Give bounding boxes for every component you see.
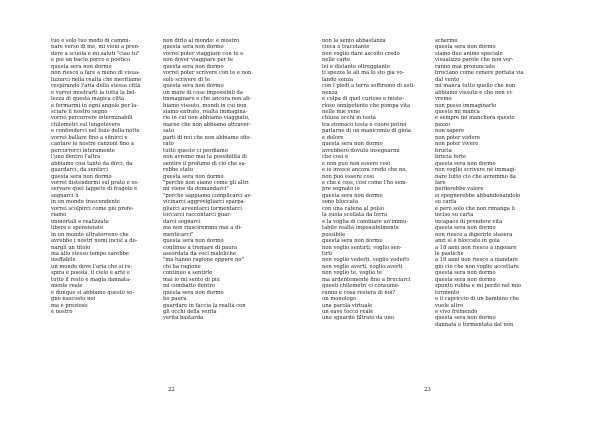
text-line: a 18 anni non riesco a mandare [435,257,519,264]
text-line: perderebbe valore [435,186,484,193]
text-line: non voglio te, voglio te [322,270,382,277]
text-line: questa sera non dormo [163,238,224,245]
text-line: guardare in faccia la realtà con [163,302,246,309]
text-line: avrebbe i nostri nomi incisi a do- [51,238,138,245]
text-line: non voglio sentirti, voglio sen- [322,244,402,251]
text-line: sentire il profumo di ciò che sa- [163,160,247,167]
text-line: su carta [435,199,457,206]
text-line: questa sera non dormo [322,141,383,148]
text-line: brucia forte [435,154,467,161]
text-line: e fermarmi in ogni angolo per la- [51,102,138,109]
text-line: rioso onnipotente che pompa vita [322,102,411,109]
text-line: lezza di questa magica città [51,96,125,103]
text-line: servare quel tappeto di fragole e [51,186,138,193]
text-line: ma ardentemente fino a bruciarci [322,276,411,283]
text-line: una parola virtuale [322,302,373,309]
text-line: parti di noi che non abbiamo sfio- [163,134,252,141]
text-line: gno nascosto noi [51,296,96,303]
text-line: pezzo [435,121,450,128]
text-line: gli occhi della verità [163,309,217,316]
text-line: spira è poesia, il cielo è arte e [51,270,131,277]
text-line: è però solo che non rimanga lì [435,205,515,212]
text-line: continuo a sentirle [163,270,213,277]
text-line: un monologo [322,296,357,303]
text-line: vremo [435,96,452,103]
text-line: parlarne di un manicomio di gioia [322,128,412,135]
text-line: bruciano come cenere portata via [435,70,524,77]
text-line: vorrei percorrere interminabili [51,115,133,122]
text-line: tutto il resto è magia dannata- [51,276,131,283]
text-line: questa sera non dormo [435,160,496,167]
text-line: dannata e tormentata dal non [435,321,514,328]
text-line: respirando l'aria della stessa città [51,83,141,90]
text-line: continuo a tremare di paura [163,244,238,251]
text-line: non dirlo al mondo: è mostro [163,38,240,44]
text-line: maree che non abbiamo attraver- [163,121,251,128]
text-line: con una catena al polso [322,205,384,212]
text-line: guardarci, da sentirci [51,167,108,174]
text-line: a 18 anni non riesco a ingoiare [435,244,517,251]
text-line: questo mi manca [435,108,480,115]
text-line: non poter vivere [435,141,479,148]
page-number-right: 23 [424,387,431,393]
text-line: lei è distante oltreggiante [322,63,391,70]
text-line: dal vento [435,76,460,83]
text-line: gliarci avventarci tormentarci [163,205,242,212]
text-column-left-1 [51,38,169,315]
text-line: non sapere [435,128,465,135]
text-line: avrebbero dovuto insegnarmi [322,147,400,154]
text-line: non voglio vederti, voglio vederti [322,257,409,264]
text-line: chilometri sul lungotevere [51,121,121,128]
text-line: nelle carte [322,57,351,64]
text-line: toccarci raccontarci guar- [163,212,232,219]
text-line: questa sera non dormo [435,270,496,277]
text-line: questa sera non dormo [163,289,224,296]
text-line: non poter vedere [435,134,481,141]
text-line: non voglio dare ascolto credo [322,50,400,57]
text-line: cieca o tracotante [322,44,370,51]
text-line: percorrerci interamente [51,147,115,154]
text-line: immaginare e che ancora non ab- [163,96,252,103]
text-line: con i piedi a terra soffiremo di asti- [322,83,415,90]
text-line: "ma hanno ragione oppure no" [163,257,244,264]
text-line: questa sera non dormo [51,173,112,180]
text-line: non voglio averti, voglio averti [322,263,403,270]
text-line: solo scrivere di te [163,76,210,83]
text-line: ranno mai pronunciate [435,63,496,70]
text-line: è nostro [51,309,73,316]
text-line: tormento [435,289,460,296]
text-line: e vorrei mostrarti la tutta la bel- [51,89,137,96]
text-line: nenza [322,89,338,96]
text-column-right-1 [322,38,440,322]
text-line: la suola scollata da terra [322,212,388,219]
text-line: fare [435,179,446,186]
text-line: brucia [435,147,452,154]
text-line: non la sento abbastanza [322,38,386,44]
text-line: vorrei poter scrivere con te e non [163,70,252,77]
text-line: questi chilometri ci consume- [322,283,400,290]
text-line: vorrei scolpirci come più prefe- [51,205,134,212]
text-line: ma allo stesso tempo sarebbe [51,250,129,257]
text-line: incapace di prendere vita [435,218,503,225]
text-line: vicinarci aggrovigliarci sparpa- [163,199,246,206]
text-line: tra stomaco testa e cuore potrei [322,121,407,128]
text-line: sciare il nostro segno [51,108,108,115]
text-line: anzi si è bloccato in gola [435,238,500,245]
text-line: ti spezza le ali ma io sto già vo- [322,70,405,77]
text-line: tuo e solo tuo modo di cammi- [51,38,131,44]
text-line: un eave tocco reale [322,309,374,316]
text-line: siamo entrate, realtà immagina- [163,108,248,115]
text-line: e la voglia di cambiare un'immu- [322,218,409,225]
text-column-left-2 [163,38,281,322]
text-line: in un mondo trascendente [51,199,120,206]
text-line: e non può non essere così [322,160,391,167]
text-line: sognarci lì [51,192,79,199]
text-line: biamo vissuto, mondi in cui non [163,102,247,109]
text-line: "perché non siamo come gli altri [163,179,249,186]
text-line: e confonderci nel buio della notte [51,128,140,135]
text-line: tutto questo ci perdiamo [163,147,228,154]
text-line: questa sera non dormo [322,238,383,245]
text-line: e dunque si abbiamo questo so- [51,289,135,296]
text-line: questa sera non dormo [163,173,224,180]
text-line: abbiamo vissuto e che non vi- [435,89,513,96]
text-line: rie in cui non abbiamo viaggiato, [163,115,250,122]
text-line: e sempre mi mancherà questo [435,115,515,122]
text-line: cantare le nostre canzoni fino a [51,141,135,148]
text-line: visualizzo parole che non ver- [435,57,514,64]
text-line: un mondo dove l'aria che si re- [51,263,133,270]
text-line: si spegnerebbe abbandonandolo [435,192,521,199]
text-line: mi combatto dentro [163,283,215,290]
text-line: questa sera non dormo [51,63,112,70]
text-line: immortali e realizzate [51,218,109,225]
text-line: uno sguardo filtrato da uno [322,315,394,322]
text-line: chi ha ragione [163,263,201,270]
text-line: ho paura [163,296,187,303]
text-line: "perché sappiamo complicarci av- [163,192,253,199]
text-line: ma è prezioso [51,302,88,309]
text-line: inciso su carta [435,212,474,219]
text-line: vorrei poter viaggiare con te e [163,50,244,57]
text-line: siamo due anime speciale [435,50,503,57]
text-line: tirti [322,250,332,257]
text-line: libere e spensierate [51,225,104,232]
text-line: assordata da voci maleliche [163,250,236,257]
text-line: e poi un bacio porco e poetico [51,57,131,64]
text-line: non avremo mai la possibilità di [163,154,247,161]
text-line: vorrei ballare fino a sfinirci e [51,134,128,141]
text-column-right-2 [435,38,553,328]
text-line: e il capriccio di un bambino che [435,296,520,303]
text-line: menticarci" [163,231,194,238]
text-line: nare verso di me, mi vieni a pren- [51,44,140,51]
text-line: questa sera non dormo [435,225,496,232]
text-line: vuole altro [435,302,464,309]
text-line: che così è [322,154,349,161]
text-line: questa sera non dormo [322,192,383,199]
text-line: sono bloccata [322,199,359,206]
text-line: nelle mie vene [322,108,361,115]
text-line: questa sera non dormo [435,276,496,283]
text-line: abbiamo così tanto da dirci, da [51,160,133,167]
text-line: ma non riusciremmo mai a di- [163,225,242,232]
text-line: questa sera non dormo [163,63,224,70]
text-line: non riesco a digerirlo stasera [435,231,513,238]
text-line: questa sera non dormo [163,83,224,90]
text-line: schermo [435,38,458,44]
text-line: riamo [51,212,67,219]
text-line: possibile [322,231,346,238]
text-line: lizzarci nella realtà che meritiamo [51,76,142,83]
text-line: verità bastarda [163,315,204,322]
text-line: e che è così, così come l'ho sem- [322,179,408,186]
text-line: spunto rubba e mi perdo nel mio [435,283,522,290]
page-number-left: 22 [168,387,175,393]
text-line: e io invece ancora credo che no, [322,167,408,174]
text-line: pre sognato io [322,186,360,193]
text-line: rato [163,141,174,148]
text-line: nare tutto ciò che avremmo da [435,173,516,180]
text-line: questa sera non dormo [435,315,496,322]
text-line: è colpa di quel curioso e miste- [322,96,404,103]
text-line: non dover viaggiare per te [163,57,233,64]
text-line: nargli un titolo [51,244,91,251]
text-line: ranno e cosa resterà di noi? [322,289,396,296]
text-line: questa sera non dormo [163,44,224,51]
text-line: mi viene da domandarci" [163,186,229,193]
text-line: e vivo fremendo [435,309,478,316]
text-line: mi manca tutto quello che non [435,83,516,90]
text-line: mai io mi sento di più [163,276,220,283]
text-line: tabile realtà impossibilmente [322,225,399,232]
text-line: giù ciò che non voglio accettare [435,263,519,270]
text-line: e dolore [322,134,344,141]
text-line: rebbe stato [163,167,193,174]
text-line: l'uno dentro l'altra [51,154,101,161]
text-line: non può essere così [322,173,374,180]
text-line: sato [163,128,174,135]
text-line: ineffabile [51,257,76,264]
text-line: non posso immaginarlo [435,102,497,109]
text-line: questa sera non dormo [435,44,496,51]
text-line: un mare di cose impossibili da [163,89,243,96]
text-line: chiusa occhi in testa [322,115,376,122]
text-line: non riesco a fare a meno di visua- [51,70,140,77]
text-line: mente reale [51,283,83,290]
text-line: darci sognarci [163,218,201,225]
text-line: lando senza [322,76,354,83]
text-line: in un mondo ultraterreno che [51,231,129,238]
text-line: non voglio scrivere né immagi- [435,167,517,174]
text-line: le pastiche [435,250,464,257]
text-line: vorrei distendermi sul prato e os- [51,179,139,186]
text-line: dere a scuola e mi saluti "ciao tu" [51,50,140,57]
